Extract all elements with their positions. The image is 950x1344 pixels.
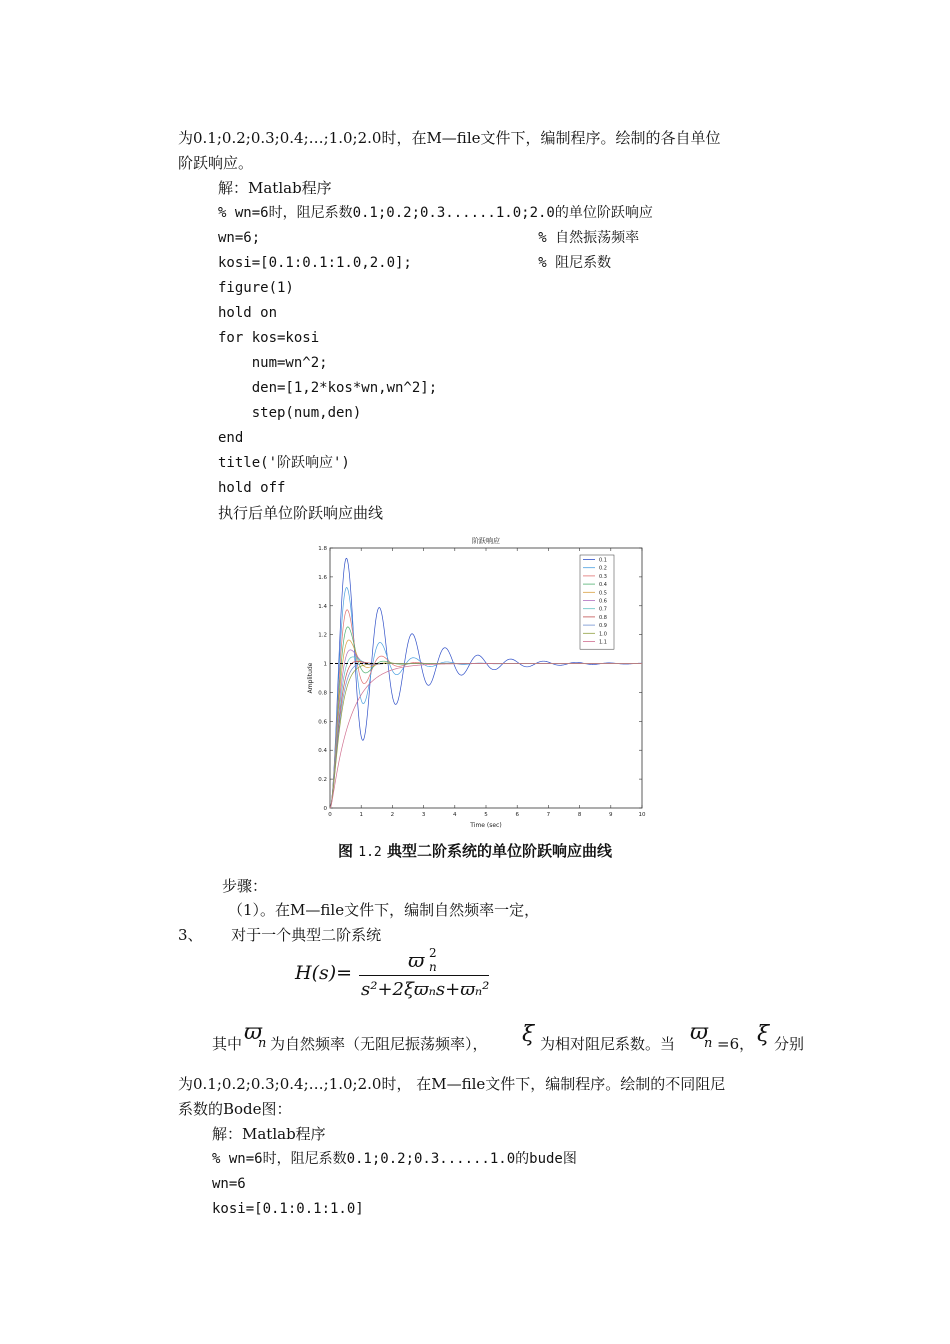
- legend-label: 0.6: [599, 598, 607, 605]
- code-line: kosi=[0.1:0.1:1.0,2.0]; % 阻尼系数: [218, 255, 612, 271]
- y-tick-label: 0.4: [318, 748, 327, 755]
- step-response-chart: [300, 528, 660, 834]
- code-line: wn=6; % 自然振荡频率: [218, 230, 640, 246]
- y-tick-label: 1.6: [318, 574, 327, 581]
- x-tick-label: 0: [328, 812, 332, 818]
- omega-symbol: ϖ: [690, 1020, 708, 1045]
- code-line: end: [218, 430, 244, 446]
- y-tick-label: 0.8: [318, 690, 327, 697]
- legend-label: 0.9: [599, 623, 607, 630]
- y-tick-label: 0.2: [318, 777, 327, 784]
- formula-denominator: s²+2ξϖₙs+ϖₙ²: [361, 979, 490, 1000]
- y-axis-label: Amplitude: [307, 662, 314, 694]
- x-tick-label: 5: [484, 812, 488, 818]
- y-tick-label: 1.8: [318, 546, 327, 552]
- code-line: wn=6: [212, 1176, 246, 1192]
- transfer-function-formula: [295, 948, 515, 1006]
- chart-title: 阶跃响应: [472, 537, 500, 545]
- figure-caption: [0, 840, 950, 861]
- x-tick-label: 2: [390, 812, 395, 818]
- legend-label: 1.0: [599, 631, 607, 638]
- paragraph-line: 执行后单位阶跃响应曲线: [218, 504, 384, 522]
- code-line: hold on: [218, 305, 278, 321]
- xi-symbol: ξ: [522, 1022, 535, 1047]
- caption-number: 1.2: [358, 845, 382, 860]
- formula-num-sub: n: [429, 960, 437, 974]
- paragraph-line: 阶跃响应。: [178, 154, 254, 172]
- step-item: （1）。在M—file文件下，编制自然频率一定，: [228, 901, 540, 919]
- legend-label: 0.3: [599, 573, 607, 580]
- fraction-bar: [359, 975, 489, 976]
- x-tick-label: 3: [421, 812, 426, 818]
- code-line: step(num,den): [218, 405, 362, 421]
- paragraph-line: 为0.1;0.2;0.3;0.4;…;1.0;2.0时，在M—file文件下，编制程序。绘制的各自单位: [178, 129, 721, 147]
- paragraph-line: 为自然频率（无阻尼振荡频率），: [270, 1035, 488, 1053]
- paragraph-line: 为0.1;0.2;0.3;0.4;…;1.0;2.0时， 在M—file文件下，编制程序。绘制的不同阻尼: [178, 1075, 726, 1093]
- omega-subscript: n: [258, 1036, 267, 1051]
- solution-heading: 解：Matlab程序: [212, 1125, 326, 1143]
- xi-symbol: ξ: [757, 1022, 770, 1047]
- legend-label: 0.1: [599, 557, 607, 564]
- x-tick-label: 1: [359, 812, 363, 818]
- legend-label: 0.4: [599, 582, 607, 589]
- legend-label: 1.1: [599, 639, 607, 646]
- paragraph-line: 其中: [212, 1035, 243, 1053]
- solution-heading: 解：Matlab程序: [218, 179, 332, 197]
- code-line: % wn=6时，阻尼系数0.1;0.2;0.3......1.0的bude图: [212, 1151, 577, 1167]
- steps-heading: 步骤：: [222, 877, 268, 895]
- paragraph-line: 系数的Bode图：: [178, 1100, 292, 1118]
- caption-prefix: 图: [338, 842, 354, 860]
- x-tick-label: 9: [609, 812, 613, 818]
- paragraph-line: 分别: [774, 1035, 805, 1053]
- formula-lhs: H(s)=: [295, 962, 353, 984]
- formula-numerator: ϖ: [408, 948, 425, 972]
- x-tick-label: 4: [453, 812, 457, 818]
- code-line: figure(1): [218, 280, 294, 296]
- y-tick-label: 1: [323, 661, 327, 668]
- paragraph-line: 为相对阻尼系数。当: [540, 1035, 676, 1053]
- code-line: hold off: [218, 480, 286, 496]
- omega-symbol: ϖ: [244, 1020, 262, 1045]
- step-item: 3、 对于一个典型二阶系统: [178, 926, 382, 944]
- y-tick-label: 0: [323, 806, 327, 812]
- legend-label: 0.8: [599, 614, 607, 621]
- x-tick-label: 7: [546, 812, 551, 818]
- omega-subscript: n: [704, 1036, 713, 1051]
- x-tick-label: 10: [638, 812, 646, 818]
- code-line: num=wn^2;: [218, 355, 328, 371]
- code-line: kosi=[0.1:0.1:1.0]: [212, 1201, 364, 1217]
- paragraph-line: =6，: [717, 1035, 755, 1053]
- formula-num-sup: 2: [429, 946, 437, 960]
- code-line: title('阶跃响应'): [218, 455, 350, 471]
- y-tick-label: 1.2: [318, 632, 327, 639]
- code-line: % wn=6时，阻尼系数0.1;0.2;0.3......1.0;2.0的单位阶跃响应: [218, 205, 653, 221]
- legend-label: 0.7: [599, 606, 607, 613]
- x-tick-label: 6: [515, 812, 519, 818]
- x-tick-label: 8: [577, 812, 582, 818]
- caption-text: 典型二阶系统的单位阶跃响应曲线: [386, 842, 612, 860]
- legend-label: 0.5: [599, 590, 607, 597]
- legend-label: 0.2: [599, 565, 607, 572]
- code-line: for kos=kosi: [218, 330, 320, 346]
- code-line: den=[1,2*kos*wn,wn^2];: [218, 380, 438, 396]
- chart-legend: [580, 555, 614, 649]
- y-tick-label: 1.4: [318, 603, 327, 610]
- y-tick-label: 0.6: [318, 719, 327, 726]
- legend-box: [580, 555, 614, 649]
- x-axis-label: Time (sec): [470, 822, 502, 829]
